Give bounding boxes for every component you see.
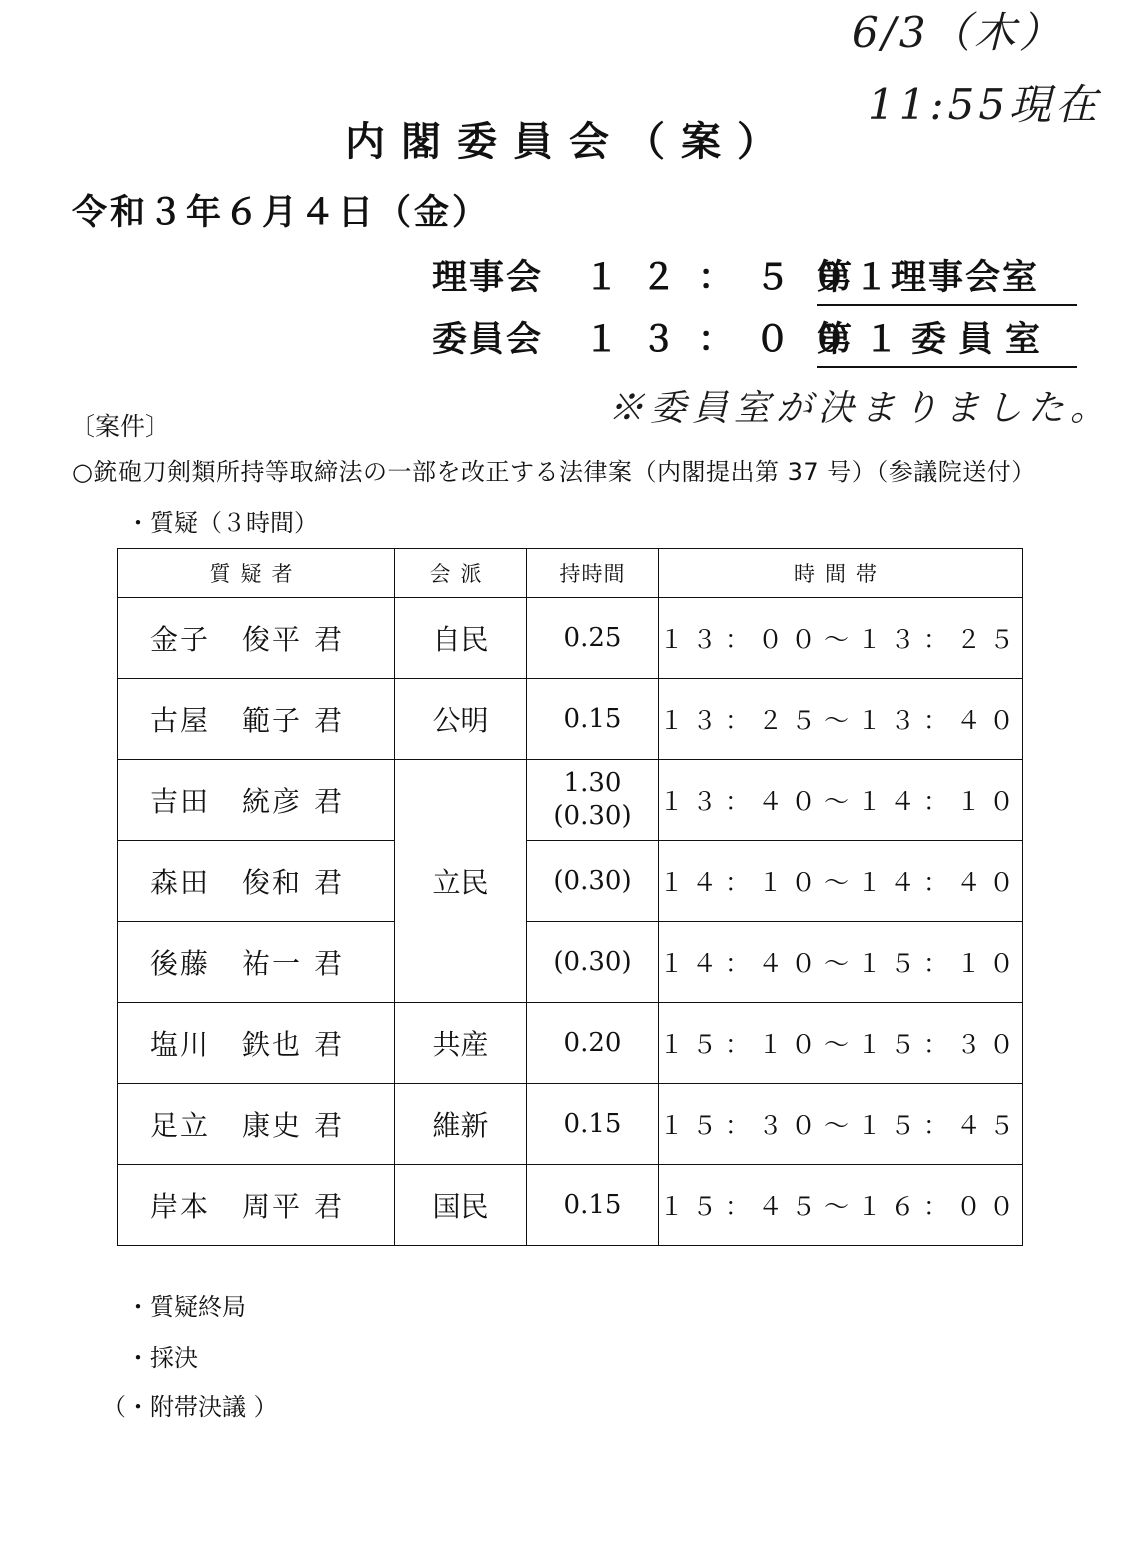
party: 共産 (395, 1003, 527, 1084)
agenda-item-supplementary-resolution: （・附帯決議 ） (102, 1393, 278, 1421)
time-slot: １５：４５～１６：００ (659, 1165, 1023, 1246)
party: 立民 (395, 760, 527, 1003)
schedule-time: １２：５０ (584, 258, 870, 298)
questioner-name: 古屋 範子 君 (118, 679, 395, 760)
header-minutes: 持時間 (527, 549, 659, 598)
table-row (118, 679, 1023, 760)
questioner-name: 岸本 周平 君 (118, 1165, 395, 1246)
handwritten-time: 11:55現在 (868, 80, 1102, 129)
party: 維新 (395, 1084, 527, 1165)
handwritten-date: 6/3（木） (852, 8, 1064, 57)
table-row (118, 922, 1023, 1003)
table-row (118, 1165, 1023, 1246)
allotted-minutes: 1.30 (0.30) (527, 760, 659, 841)
questioner-name: 塩川 鉄也 君 (118, 1003, 395, 1084)
questioner-name: 吉田 統彦 君 (118, 760, 395, 841)
time-slot: １３：４０～１４：１０ (659, 760, 1023, 841)
table-row (118, 1003, 1023, 1084)
schedule-label: 理事会 (432, 258, 544, 298)
bill-title: ○銃砲刀剣類所持等取締法の一部を改正する法律案（内閣提出第 37 号）（参議院送付） (72, 458, 1036, 486)
schedule-label: 委員会 (432, 320, 544, 360)
questioner-table (117, 548, 1023, 1246)
schedule-time: １３：００ (584, 320, 870, 360)
table-row (118, 598, 1023, 679)
allotted-minutes: 0.15 (527, 1165, 659, 1246)
allotted-minutes: 0.15 (527, 1084, 659, 1165)
questioner-name: 足立 康史 君 (118, 1084, 395, 1165)
table-row (118, 841, 1023, 922)
meeting-date: 令和３年６月４日（金） (72, 193, 491, 233)
questioner-name: 後藤 祐一 君 (118, 922, 395, 1003)
header-party: 会派 (395, 549, 527, 598)
schedule-room: 第１委員室 (817, 312, 1077, 368)
document-title: 内閣委員会（案） (345, 119, 793, 165)
time-slot: １３：２５～１３：４０ (659, 679, 1023, 760)
party: 国民 (395, 1165, 527, 1246)
time-slot: １５：１０～１５：３０ (659, 1003, 1023, 1084)
allotted-minutes: 0.20 (527, 1003, 659, 1084)
schedule-room: 第１理事会室 (817, 250, 1077, 306)
table-header-row (118, 549, 1023, 598)
party: 公明 (395, 679, 527, 760)
time-slot: １５：３０～１５：４５ (659, 1084, 1023, 1165)
allotted-minutes: 0.25 (527, 598, 659, 679)
time-slot: １３：００～１３：２５ (659, 598, 1023, 679)
time-slot: １４：１０～１４：４０ (659, 841, 1023, 922)
agenda-item-end-of-questions: ・質疑終局 (126, 1293, 246, 1321)
header-time-slot: 時間帯 (659, 549, 1023, 598)
case-heading: 〔案件〕 (70, 412, 171, 441)
time-slot: １４：４０～１５：１０ (659, 922, 1023, 1003)
qa-heading: ・質疑（３時間） (126, 509, 318, 537)
allotted-minutes: (0.30) (527, 841, 659, 922)
questioner-name: 金子 俊平 君 (118, 598, 395, 679)
questioner-name: 森田 俊和 君 (118, 841, 395, 922)
table-row (118, 1084, 1023, 1165)
agenda-item-vote: ・採決 (126, 1344, 198, 1372)
handwritten-note: ※委員室が決まりました。 (608, 388, 1113, 429)
table-row (118, 760, 1023, 841)
allotted-minutes: (0.30) (527, 922, 659, 1003)
party: 自民 (395, 598, 527, 679)
allotted-minutes: 0.15 (527, 679, 659, 760)
header-questioner: 質疑者 (118, 549, 395, 598)
